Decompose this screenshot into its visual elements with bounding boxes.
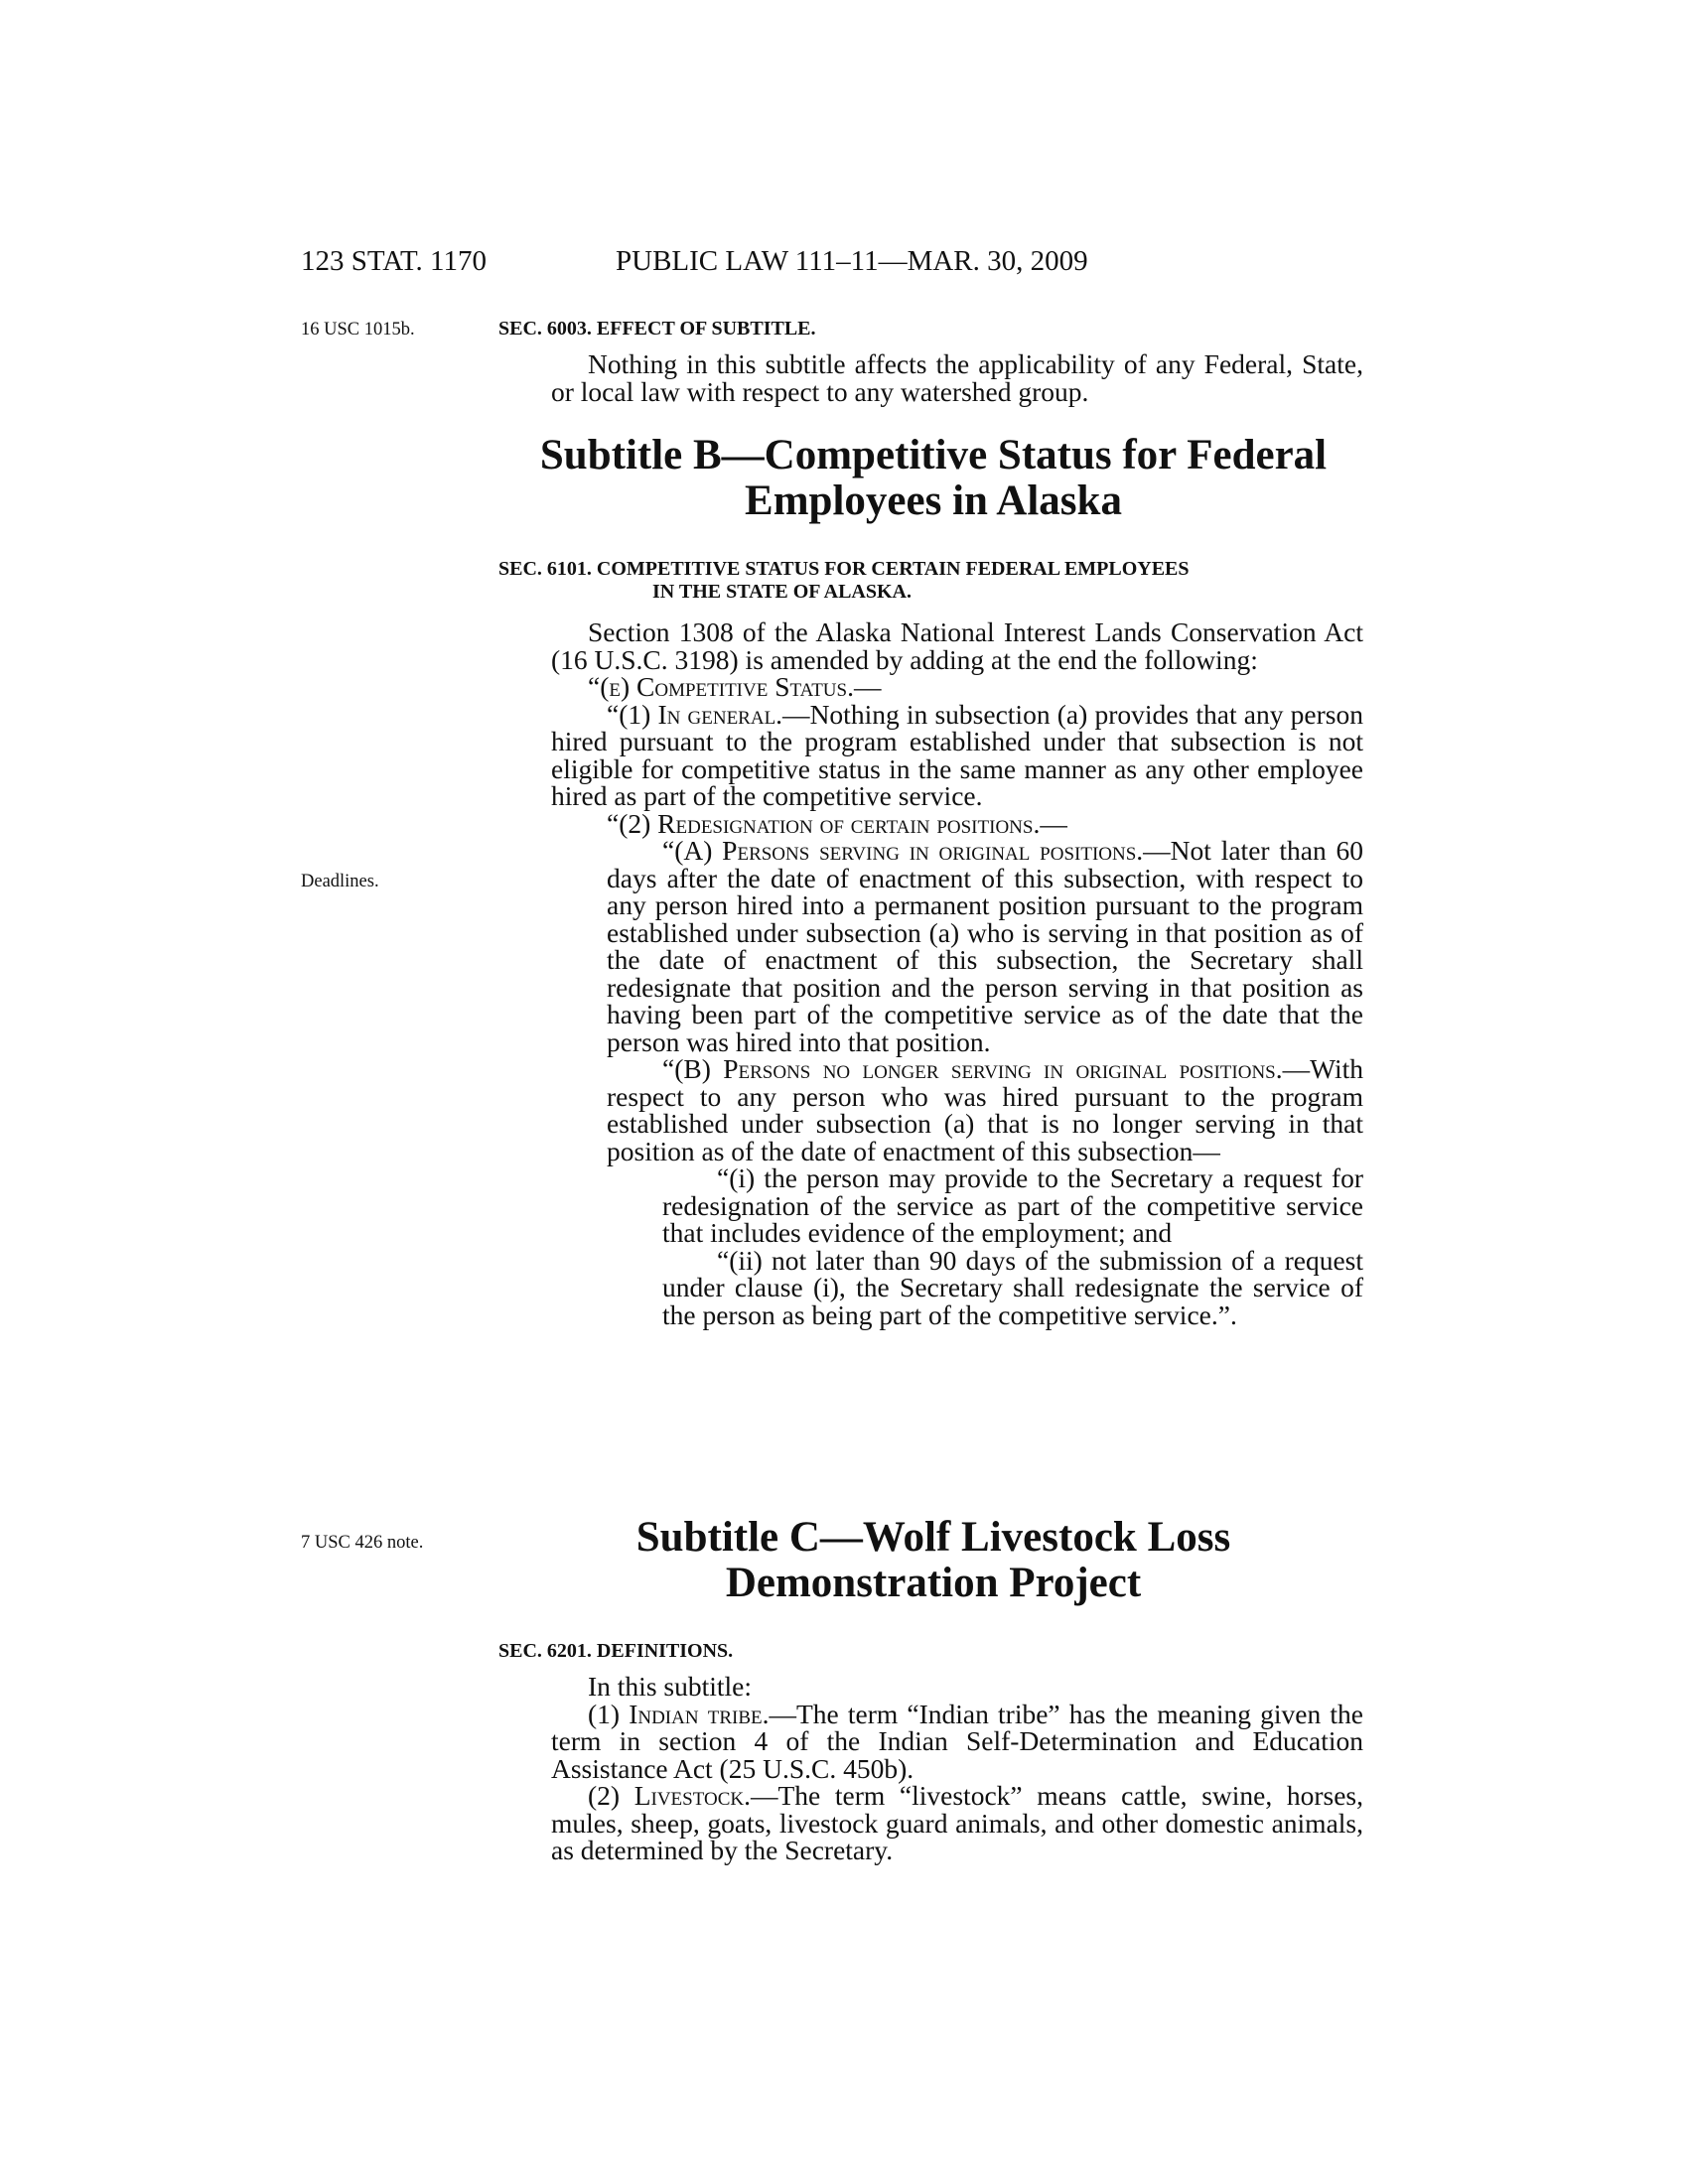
paragraph-1-text: Nothing in subsection (a) provides that any person hired pursuant to the program established under that subsection is not eligible for competitive status in the same manner as any other employee hired as part of the competitive service. bbox=[551, 698, 1363, 811]
section-6101-heading bbox=[498, 558, 1190, 604]
definition-2-label: (2) Livestock.— bbox=[588, 1780, 778, 1811]
section-6101-heading-line1: SEC. 6101. COMPETITIVE STATUS FOR CERTAIN FEDERAL EMPLOYEES bbox=[498, 558, 1190, 580]
section-6201-heading: SEC. 6201. DEFINITIONS. bbox=[498, 1640, 734, 1662]
subtitle-c-heading bbox=[467, 1515, 1400, 1606]
margin-note-usc-note: 7 USC 426 note. bbox=[301, 1533, 424, 1553]
definition-1 bbox=[551, 1698, 1363, 1784]
subparagraph-b bbox=[551, 1055, 1363, 1164]
subparagraph-b-text: With respect to any person who was hired pursuant to the program established under subsection (a) that is no longer serving in that position as of the date of enactment of this subsection— bbox=[607, 1053, 1363, 1166]
clause-i: “(i) the person may provide to the Secretary a request for redesignation of the service as part of the competitive service that includes evidence of the employment; and bbox=[662, 1162, 1363, 1248]
subparagraph-b-label: “(B) Persons no longer serving in original positions.— bbox=[662, 1053, 1311, 1084]
page-number-header: 123 STAT. 1170 bbox=[301, 245, 487, 277]
section-6101-heading-line2: IN THE STATE OF ALASKA. bbox=[652, 581, 912, 603]
subtitle-b-line1: Subtitle B—Competitive Status for Federal bbox=[539, 432, 1328, 478]
subtitle-b-line2: Employees in Alaska bbox=[745, 478, 1122, 524]
section-6201-body bbox=[551, 1673, 1363, 1864]
definition-1-text: The term “Indian tribe” has the meaning given the term in section 4 of the Indian Self-Determination and Education Assistance Act (25 U.S.C. 450b). bbox=[551, 1698, 1363, 1784]
subtitle-c-line1: Subtitle C—Wolf Livestock Loss bbox=[635, 1514, 1231, 1561]
subparagraph-a-label: “(A) Persons serving in original positions.— bbox=[662, 835, 1171, 866]
paragraph-intro: In this subtitle: bbox=[588, 1671, 752, 1702]
paragraph-1-label: “(1) In general.— bbox=[607, 698, 810, 730]
section-6101-body bbox=[551, 618, 1363, 1328]
subparagraph-a-text: Not later than 60 days after the date of enactment of this subsection, with respect to any person hired into a permanent position pursuant to the program established under subsection (a) who is serving in that position as of the date of enactment of this subsection, the Secretary shall redesignate that position and the person serving in that position as having been part of the competitive service as of the date that the person was hired into that position. bbox=[607, 835, 1363, 1057]
margin-note-usc: 16 USC 1015b. bbox=[301, 320, 415, 340]
paragraph-1 bbox=[551, 698, 1363, 811]
paragraph-2-label: “(2) Redesignation of certain positions.— bbox=[607, 807, 1067, 839]
subparagraph-a bbox=[551, 837, 1363, 1055]
definition-1-label: (1) Indian tribe.— bbox=[588, 1698, 796, 1729]
paragraph: Nothing in this subtitle affects the applicability of any Federal, State, or local law with respect to any watershed group. bbox=[551, 348, 1363, 407]
paragraph-intro: Section 1308 of the Alaska National Interest Lands Conservation Act (16 U.S.C. 3198) is amended by adding at the end the following: bbox=[551, 616, 1363, 675]
running-header-title: PUBLIC LAW 111–11—MAR. 30, 2009 bbox=[616, 245, 1088, 277]
definition-2-text: The term “livestock” means cattle, swine, horses, mules, sheep, goats, livestock guard animals, and other domestic animals, as determined by the Secretary. bbox=[551, 1780, 1364, 1865]
clause-ii: “(ii) not later than 90 days of the submission of a request under clause (i), the Secretary shall redesignate the service of the person as being part of the competitive service.”. bbox=[662, 1244, 1363, 1330]
subtitle-b-heading bbox=[467, 433, 1400, 524]
definition-2 bbox=[551, 1782, 1363, 1864]
section-6003-heading: SEC. 6003. EFFECT OF SUBTITLE. bbox=[498, 318, 816, 340]
subtitle-c-line2: Demonstration Project bbox=[725, 1560, 1142, 1606]
section-6003-body bbox=[551, 350, 1363, 405]
margin-note-deadlines: Deadlines. bbox=[301, 872, 379, 891]
subsection-e-label: “(e) Competitive Status.— bbox=[588, 671, 882, 702]
